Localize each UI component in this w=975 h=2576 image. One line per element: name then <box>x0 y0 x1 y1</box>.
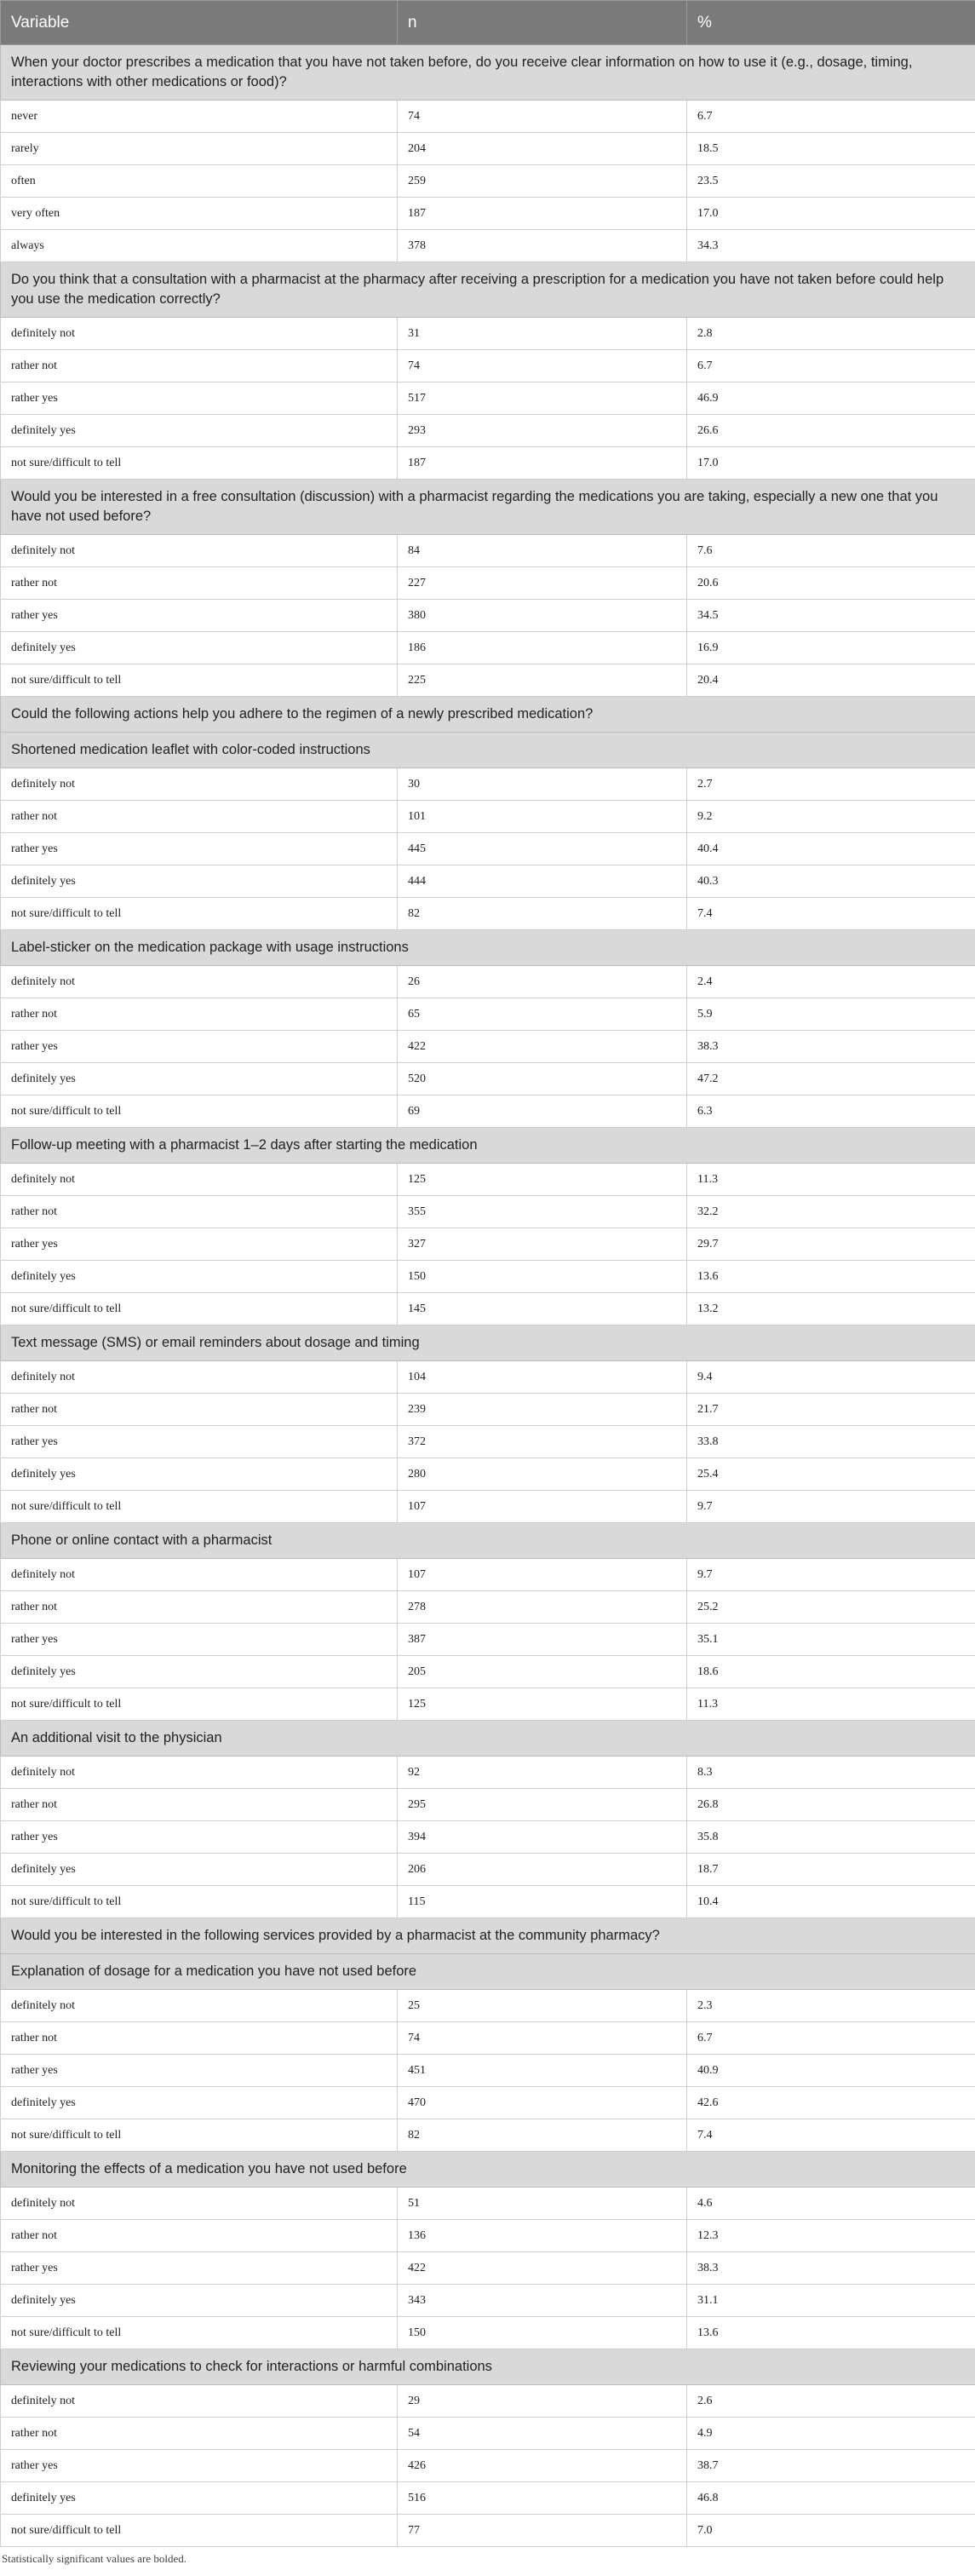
response-label: definitely yes <box>1 1656 398 1688</box>
section-row <box>1 1128 975 1164</box>
section-row <box>1 2349 975 2385</box>
response-label: definitely yes <box>1 632 398 664</box>
table-row <box>1 632 975 664</box>
section-row <box>1 1721 975 1757</box>
table-row <box>1 1361 975 1394</box>
table-row <box>1 350 975 382</box>
count-cell: 77 <box>398 2515 687 2547</box>
response-label: always <box>1 230 398 262</box>
count-cell: 343 <box>398 2285 687 2317</box>
percent-cell: 33.8 <box>687 1426 975 1458</box>
count-cell: 101 <box>398 801 687 833</box>
table-row <box>1 318 975 350</box>
response-label: definitely not <box>1 1164 398 1196</box>
table-row <box>1 1491 975 1523</box>
count-cell: 204 <box>398 133 687 165</box>
count-cell: 327 <box>398 1228 687 1261</box>
response-label: not sure/difficult to tell <box>1 2515 398 2547</box>
response-label: not sure/difficult to tell <box>1 2119 398 2152</box>
count-cell: 470 <box>398 2087 687 2119</box>
table-row <box>1 2220 975 2252</box>
count-cell: 92 <box>398 1757 687 1789</box>
response-label: not sure/difficult to tell <box>1 898 398 930</box>
percent-cell: 35.8 <box>687 1821 975 1854</box>
response-label: rather yes <box>1 1624 398 1656</box>
response-label: rather not <box>1 567 398 600</box>
section-row <box>1 1523 975 1559</box>
response-label: often <box>1 165 398 198</box>
table-row <box>1 165 975 198</box>
count-cell: 29 <box>398 2385 687 2418</box>
response-label: never <box>1 101 398 133</box>
response-label: not sure/difficult to tell <box>1 1095 398 1128</box>
table-row <box>1 2482 975 2515</box>
response-label: rather not <box>1 801 398 833</box>
percent-cell: 17.0 <box>687 198 975 230</box>
response-label: not sure/difficult to tell <box>1 447 398 480</box>
table-row <box>1 1458 975 1491</box>
count-cell: 74 <box>398 101 687 133</box>
section-label: Shortened medication leaflet with color-coded instructions <box>1 733 975 768</box>
table-row <box>1 1821 975 1854</box>
count-cell: 65 <box>398 998 687 1031</box>
count-cell: 259 <box>398 165 687 198</box>
table-header <box>1 1 975 45</box>
response-label: definitely yes <box>1 2285 398 2317</box>
table-row <box>1 2188 975 2220</box>
percent-cell: 34.5 <box>687 600 975 632</box>
table-row <box>1 535 975 567</box>
section-label: When your doctor prescribes a medication that you have not taken before, do you receive clear information on how to use it (e.g., dosage, timing, interactions with other medications or food)? <box>1 45 975 101</box>
table-row <box>1 1394 975 1426</box>
percent-cell: 46.9 <box>687 382 975 415</box>
response-label: definitely not <box>1 535 398 567</box>
response-label: definitely not <box>1 768 398 801</box>
count-cell: 26 <box>398 966 687 998</box>
count-cell: 422 <box>398 1031 687 1063</box>
percent-cell: 13.2 <box>687 1293 975 1325</box>
section-row <box>1 2152 975 2188</box>
response-label: definitely not <box>1 1990 398 2022</box>
count-cell: 387 <box>398 1624 687 1656</box>
table-row <box>1 101 975 133</box>
count-cell: 225 <box>398 664 687 697</box>
response-label: rather yes <box>1 1821 398 1854</box>
table-row <box>1 1293 975 1325</box>
count-cell: 74 <box>398 2022 687 2055</box>
table-row <box>1 1990 975 2022</box>
percent-cell: 25.4 <box>687 1458 975 1491</box>
percent-cell: 29.7 <box>687 1228 975 1261</box>
section-label: Follow-up meeting with a pharmacist 1–2 days after starting the medication <box>1 1128 975 1164</box>
percent-cell: 21.7 <box>687 1394 975 1426</box>
response-label: not sure/difficult to tell <box>1 1886 398 1918</box>
response-label: definitely yes <box>1 415 398 447</box>
percent-cell: 13.6 <box>687 1261 975 1293</box>
response-label: rather yes <box>1 833 398 865</box>
count-cell: 125 <box>398 1164 687 1196</box>
percent-cell: 4.6 <box>687 2188 975 2220</box>
response-label: rather yes <box>1 2055 398 2087</box>
table-row <box>1 2418 975 2450</box>
section-row <box>1 697 975 733</box>
count-cell: 516 <box>398 2482 687 2515</box>
percent-cell: 11.3 <box>687 1688 975 1721</box>
table-row <box>1 1757 975 1789</box>
response-label: rarely <box>1 133 398 165</box>
count-cell: 125 <box>398 1688 687 1721</box>
percent-cell: 23.5 <box>687 165 975 198</box>
percent-cell: 17.0 <box>687 447 975 480</box>
percent-cell: 2.6 <box>687 2385 975 2418</box>
table-row <box>1 2450 975 2482</box>
count-cell: 25 <box>398 1990 687 2022</box>
response-label: definitely yes <box>1 1458 398 1491</box>
percent-cell: 6.7 <box>687 101 975 133</box>
percent-cell: 31.1 <box>687 2285 975 2317</box>
count-cell: 378 <box>398 230 687 262</box>
percent-cell: 34.3 <box>687 230 975 262</box>
section-row <box>1 480 975 535</box>
count-cell: 54 <box>398 2418 687 2450</box>
percent-cell: 9.7 <box>687 1491 975 1523</box>
count-cell: 115 <box>398 1886 687 1918</box>
section-row <box>1 262 975 318</box>
table-row <box>1 833 975 865</box>
percent-cell: 5.9 <box>687 998 975 1031</box>
percent-cell: 32.2 <box>687 1196 975 1228</box>
table-row <box>1 2252 975 2285</box>
count-cell: 107 <box>398 1491 687 1523</box>
header-n: n <box>398 1 687 45</box>
count-cell: 451 <box>398 2055 687 2087</box>
percent-cell: 26.8 <box>687 1789 975 1821</box>
count-cell: 74 <box>398 350 687 382</box>
table-row <box>1 1656 975 1688</box>
table-row <box>1 966 975 998</box>
percent-cell: 16.9 <box>687 632 975 664</box>
percent-cell: 7.4 <box>687 898 975 930</box>
count-cell: 372 <box>398 1426 687 1458</box>
percent-cell: 20.4 <box>687 664 975 697</box>
section-row <box>1 930 975 966</box>
table-row <box>1 1095 975 1128</box>
percent-cell: 38.7 <box>687 2450 975 2482</box>
section-label: Would you be interested in a free consultation (discussion) with a pharmacist regarding the medications you are taking, especially a new one that you have not used before? <box>1 480 975 535</box>
count-cell: 84 <box>398 535 687 567</box>
count-cell: 206 <box>398 1854 687 1886</box>
count-cell: 444 <box>398 865 687 898</box>
response-label: not sure/difficult to tell <box>1 2317 398 2349</box>
percent-cell: 9.7 <box>687 1559 975 1591</box>
table-row <box>1 1063 975 1095</box>
table-row <box>1 447 975 480</box>
response-label: not sure/difficult to tell <box>1 1491 398 1523</box>
count-cell: 186 <box>398 632 687 664</box>
table-row <box>1 998 975 1031</box>
percent-cell: 2.4 <box>687 966 975 998</box>
percent-cell: 6.7 <box>687 2022 975 2055</box>
percent-cell: 20.6 <box>687 567 975 600</box>
table-row <box>1 1591 975 1624</box>
response-label: definitely yes <box>1 1261 398 1293</box>
percent-cell: 9.2 <box>687 801 975 833</box>
count-cell: 426 <box>398 2450 687 2482</box>
table-row <box>1 1164 975 1196</box>
count-cell: 187 <box>398 198 687 230</box>
response-label: definitely not <box>1 1757 398 1789</box>
percent-cell: 38.3 <box>687 1031 975 1063</box>
table-row <box>1 600 975 632</box>
table-row <box>1 133 975 165</box>
count-cell: 239 <box>398 1394 687 1426</box>
table-row <box>1 1196 975 1228</box>
table-row <box>1 2022 975 2055</box>
count-cell: 380 <box>398 600 687 632</box>
count-cell: 227 <box>398 567 687 600</box>
count-cell: 295 <box>398 1789 687 1821</box>
response-label: definitely not <box>1 318 398 350</box>
response-label: not sure/difficult to tell <box>1 664 398 697</box>
percent-cell: 13.6 <box>687 2317 975 2349</box>
count-cell: 145 <box>398 1293 687 1325</box>
table-body <box>1 45 975 2547</box>
response-label: rather yes <box>1 1031 398 1063</box>
count-cell: 150 <box>398 2317 687 2349</box>
section-label: Text message (SMS) or email reminders about dosage and timing <box>1 1325 975 1361</box>
response-label: rather not <box>1 1196 398 1228</box>
percent-cell: 18.7 <box>687 1854 975 1886</box>
table-row <box>1 1559 975 1591</box>
response-label: rather not <box>1 1394 398 1426</box>
section-label: Phone or online contact with a pharmacist <box>1 1523 975 1559</box>
percent-cell: 6.7 <box>687 350 975 382</box>
percent-cell: 7.0 <box>687 2515 975 2547</box>
count-cell: 107 <box>398 1559 687 1591</box>
section-label: Could the following actions help you adhere to the regimen of a newly prescribed medication? <box>1 697 975 733</box>
section-row <box>1 733 975 768</box>
table-row <box>1 2385 975 2418</box>
percent-cell: 25.2 <box>687 1591 975 1624</box>
percent-cell: 46.8 <box>687 2482 975 2515</box>
count-cell: 136 <box>398 2220 687 2252</box>
response-label: definitely yes <box>1 2482 398 2515</box>
table-row <box>1 2119 975 2152</box>
count-cell: 422 <box>398 2252 687 2285</box>
response-label: rather not <box>1 1789 398 1821</box>
count-cell: 394 <box>398 1821 687 1854</box>
section-label: Do you think that a consultation with a pharmacist at the pharmacy after receiving a prescription for a medication you have not taken before could help you use the medication correctly? <box>1 262 975 318</box>
count-cell: 30 <box>398 768 687 801</box>
percent-cell: 8.3 <box>687 1757 975 1789</box>
response-label: very often <box>1 198 398 230</box>
table-row <box>1 1426 975 1458</box>
response-label: definitely not <box>1 1559 398 1591</box>
table-row <box>1 1228 975 1261</box>
table-row <box>1 898 975 930</box>
table-row <box>1 1854 975 1886</box>
percent-cell: 9.4 <box>687 1361 975 1394</box>
percent-cell: 42.6 <box>687 2087 975 2119</box>
table-row <box>1 2055 975 2087</box>
response-label: rather not <box>1 2022 398 2055</box>
percent-cell: 40.3 <box>687 865 975 898</box>
count-cell: 82 <box>398 2119 687 2152</box>
count-cell: 187 <box>398 447 687 480</box>
response-label: definitely not <box>1 1361 398 1394</box>
count-cell: 293 <box>398 415 687 447</box>
table-row <box>1 382 975 415</box>
response-label: not sure/difficult to tell <box>1 1688 398 1721</box>
table-row <box>1 801 975 833</box>
percent-cell: 18.5 <box>687 133 975 165</box>
count-cell: 445 <box>398 833 687 865</box>
table-row <box>1 865 975 898</box>
count-cell: 280 <box>398 1458 687 1491</box>
count-cell: 82 <box>398 898 687 930</box>
count-cell: 51 <box>398 2188 687 2220</box>
percent-cell: 6.3 <box>687 1095 975 1128</box>
response-label: definitely yes <box>1 2087 398 2119</box>
response-label: rather yes <box>1 600 398 632</box>
percent-cell: 18.6 <box>687 1656 975 1688</box>
table-row <box>1 768 975 801</box>
table-row <box>1 415 975 447</box>
section-label: Monitoring the effects of a medication you have not used before <box>1 2152 975 2188</box>
table-row <box>1 2285 975 2317</box>
percent-cell: 4.9 <box>687 2418 975 2450</box>
percent-cell: 2.3 <box>687 1990 975 2022</box>
table-row <box>1 198 975 230</box>
table-row <box>1 230 975 262</box>
percent-cell: 7.4 <box>687 2119 975 2152</box>
count-cell: 355 <box>398 1196 687 1228</box>
response-label: rather yes <box>1 1228 398 1261</box>
count-cell: 31 <box>398 318 687 350</box>
section-row <box>1 1325 975 1361</box>
response-label: rather yes <box>1 2252 398 2285</box>
response-label: definitely yes <box>1 1854 398 1886</box>
section-label: Reviewing your medications to check for interactions or harmful combinations <box>1 2349 975 2385</box>
response-label: rather yes <box>1 2450 398 2482</box>
percent-cell: 26.6 <box>687 415 975 447</box>
response-label: rather not <box>1 1591 398 1624</box>
header-row <box>1 1 975 45</box>
table-row <box>1 2087 975 2119</box>
response-label: rather yes <box>1 1426 398 1458</box>
response-label: rather yes <box>1 382 398 415</box>
percent-cell: 10.4 <box>687 1886 975 1918</box>
section-label: Label-sticker on the medication package with usage instructions <box>1 930 975 966</box>
percent-cell: 12.3 <box>687 2220 975 2252</box>
response-label: rather not <box>1 2418 398 2450</box>
percent-cell: 2.7 <box>687 768 975 801</box>
count-cell: 69 <box>398 1095 687 1128</box>
percent-cell: 38.3 <box>687 2252 975 2285</box>
table-row <box>1 1789 975 1821</box>
table-row <box>1 1031 975 1063</box>
count-cell: 104 <box>398 1361 687 1394</box>
response-label: definitely not <box>1 966 398 998</box>
response-label: rather not <box>1 350 398 382</box>
count-cell: 278 <box>398 1591 687 1624</box>
percent-cell: 2.8 <box>687 318 975 350</box>
table-row <box>1 2317 975 2349</box>
section-label: Explanation of dosage for a medication you have not used before <box>1 1954 975 1990</box>
table-row <box>1 1688 975 1721</box>
percent-cell: 40.4 <box>687 833 975 865</box>
percent-cell: 11.3 <box>687 1164 975 1196</box>
count-cell: 520 <box>398 1063 687 1095</box>
section-label: Would you be interested in the following services provided by a pharmacist at the community pharmacy? <box>1 1918 975 1954</box>
section-row <box>1 1954 975 1990</box>
table-row <box>1 1886 975 1918</box>
table-row <box>1 1261 975 1293</box>
response-label: definitely not <box>1 2188 398 2220</box>
response-label: rather not <box>1 2220 398 2252</box>
section-row <box>1 45 975 101</box>
count-cell: 150 <box>398 1261 687 1293</box>
percent-cell: 47.2 <box>687 1063 975 1095</box>
response-label: definitely yes <box>1 1063 398 1095</box>
percent-cell: 40.9 <box>687 2055 975 2087</box>
response-label: definitely not <box>1 2385 398 2418</box>
table-row <box>1 2515 975 2547</box>
count-cell: 205 <box>398 1656 687 1688</box>
count-cell: 517 <box>398 382 687 415</box>
table-row <box>1 1624 975 1656</box>
table-row <box>1 664 975 697</box>
table-row <box>1 567 975 600</box>
header-variable: Variable <box>1 1 398 45</box>
percent-cell: 7.6 <box>687 535 975 567</box>
header-percent: % <box>687 1 975 45</box>
response-label: definitely yes <box>1 865 398 898</box>
response-label: rather not <box>1 998 398 1031</box>
table-footnote: Statistically significant values are bolded. <box>2 2552 186 2565</box>
section-row <box>1 1918 975 1954</box>
percent-cell: 35.1 <box>687 1624 975 1656</box>
section-label: An additional visit to the physician <box>1 1721 975 1757</box>
response-label: not sure/difficult to tell <box>1 1293 398 1325</box>
